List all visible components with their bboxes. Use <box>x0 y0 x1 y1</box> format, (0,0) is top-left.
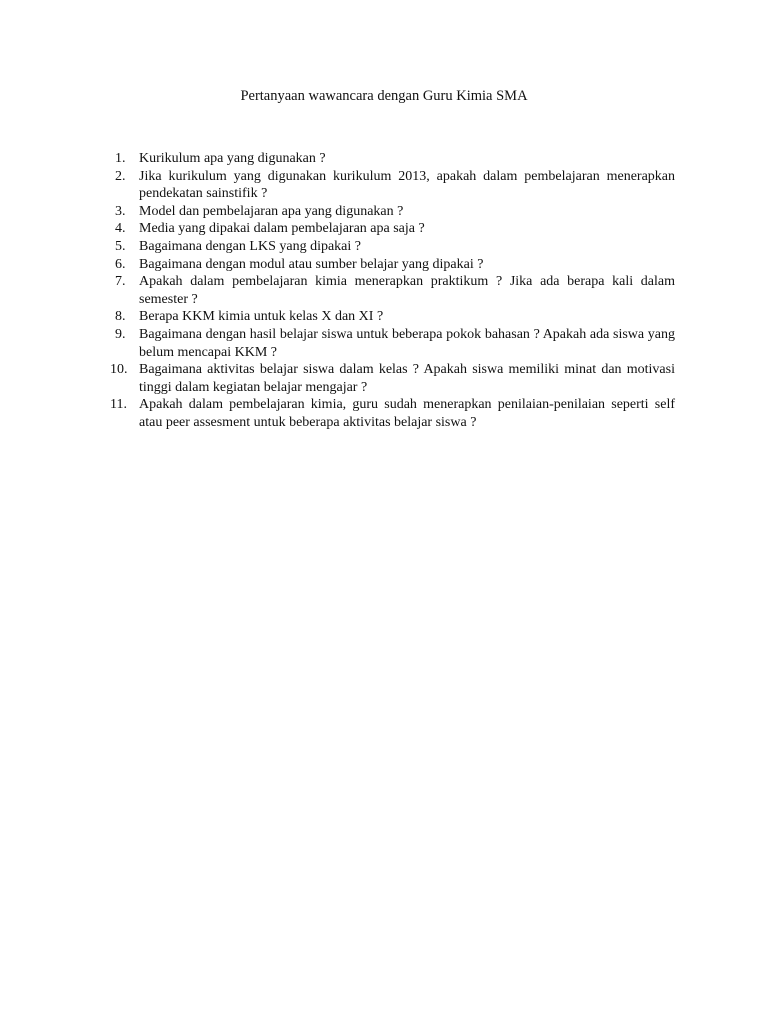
question-number: 11. <box>110 397 127 413</box>
question-text: Bagaimana aktivitas belajar siswa dalam kelas ? Apakah siswa memiliki minat dan motivasi tinggi dalam kegiatan belajar mengajar ? <box>139 362 675 395</box>
question-number: 6. <box>115 256 126 272</box>
question-item <box>110 220 675 238</box>
question-text: Media yang dipakai dalam pembelajaran apa saja ? <box>139 221 425 237</box>
question-text: Kurikulum apa yang digunakan ? <box>139 151 326 166</box>
question-item <box>110 308 675 326</box>
question-item <box>110 203 675 221</box>
question-item <box>110 273 675 308</box>
question-number: 10. <box>110 362 128 378</box>
question-number: 7. <box>115 274 126 290</box>
question-item <box>110 396 675 431</box>
question-item <box>110 256 675 274</box>
question-number: 3. <box>115 203 126 219</box>
question-item <box>110 238 675 256</box>
document-title: Pertanyaan wawancara dengan Guru Kimia SMA <box>240 88 528 104</box>
question-text: Apakah dalam pembelajaran kimia menerapkan praktikum ? Jika ada berapa kali dalam semester ? <box>139 274 675 307</box>
question-text: Bagaimana dengan hasil belajar siswa untuk beberapa pokok bahasan ? Apakah ada siswa yang belum mencapai KKM ? <box>139 326 675 360</box>
question-text: Bagaimana dengan modul atau sumber belajar yang dipakai ? <box>139 256 484 272</box>
question-list <box>110 150 675 432</box>
question-number: 9. <box>115 326 126 342</box>
question-item <box>110 361 675 396</box>
question-text: Apakah dalam pembelajaran kimia, guru sudah menerapkan penilaian-penilaian seperti self atau peer assesment untuk beberapa aktivitas belajar siswa ? <box>139 397 675 430</box>
question-text: Berapa KKM kimia untuk kelas X dan XI ? <box>139 309 384 325</box>
question-item <box>110 326 675 361</box>
question-text: Bagaimana dengan LKS yang dipakai ? <box>139 238 361 254</box>
question-item <box>110 150 675 168</box>
question-number: 5. <box>115 238 126 254</box>
question-number: 1. <box>115 151 126 166</box>
question-text: Model dan pembelajaran apa yang digunakan ? <box>139 203 404 219</box>
question-number: 8. <box>115 309 126 325</box>
question-number: 2. <box>115 168 126 184</box>
question-text: Jika kurikulum yang digunakan kurikulum 2013, apakah dalam pembelajaran menerapkan pendekatan sainstifik ? <box>139 168 675 202</box>
question-number: 4. <box>115 221 126 237</box>
question-item <box>110 168 675 203</box>
